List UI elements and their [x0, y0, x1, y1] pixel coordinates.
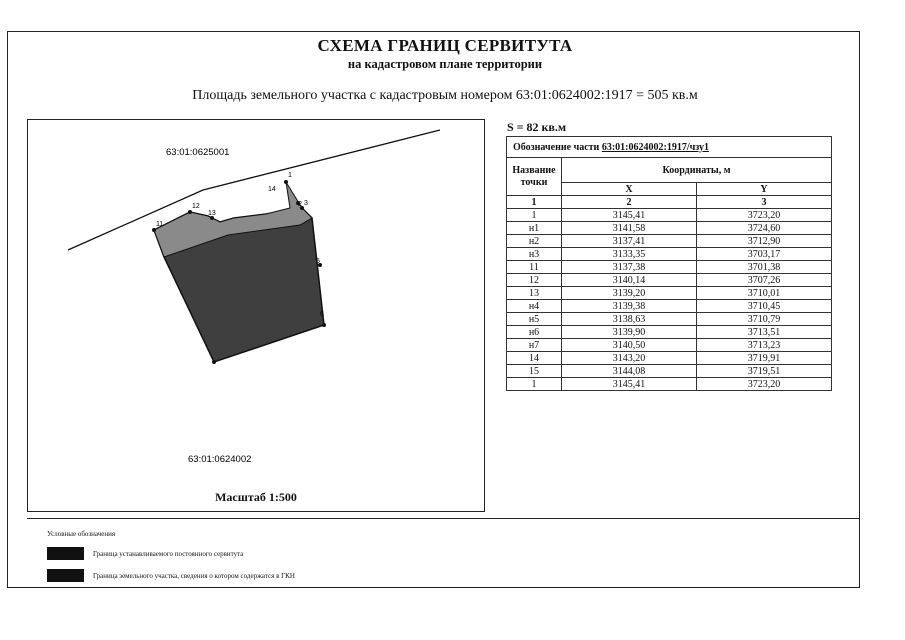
table-header-row [507, 158, 832, 183]
table-row [507, 287, 832, 300]
cell-name: н1 [507, 222, 562, 235]
point-label-12: 12 [192, 203, 200, 210]
cell-y: 3703,17 [696, 248, 831, 261]
point-label-1: 1 [288, 172, 292, 179]
cell-y: 3707,26 [696, 274, 831, 287]
scheme-title: СХЕМА ГРАНИЦ СЕРВИТУТА [317, 36, 573, 55]
cell-name: 1 [507, 209, 562, 222]
cell-x: 3137,38 [562, 261, 697, 274]
cell-y: 3701,38 [696, 261, 831, 274]
cell-y: 3710,01 [696, 287, 831, 300]
table-part-row [507, 137, 832, 158]
table-row [507, 365, 832, 378]
point-label-5: 5 [316, 258, 320, 265]
cell-y: 3712,90 [696, 235, 831, 248]
cell-x: 3137,41 [562, 235, 697, 248]
parcel-area-text: Площадь земельного участка с кадастровым номером 63:01:0624002:1917 = 505 кв.м [192, 88, 698, 103]
servitude-area: S = 82 кв.м [507, 120, 567, 134]
cell-name: 14 [507, 352, 562, 365]
table-row [507, 378, 832, 391]
table-row [507, 313, 832, 326]
cell-y: 3710,45 [696, 300, 831, 313]
cell-name: н6 [507, 326, 562, 339]
legend-text-parcel: Граница земельного участка, сведения о котором содержатся в ГКН [93, 572, 295, 580]
table-row [507, 339, 832, 352]
col-num-3: 3 [696, 196, 831, 209]
point-label-3: 3 [304, 200, 308, 207]
col-num-1: 1 [507, 196, 562, 209]
cell-name: н7 [507, 339, 562, 352]
cell-name: 11 [507, 261, 562, 274]
block-label-south: 63:01:0624002 [188, 454, 252, 465]
table-row [507, 235, 832, 248]
table-row [507, 274, 832, 287]
cell-name: н5 [507, 313, 562, 326]
cell-y: 3710,79 [696, 313, 831, 326]
legend-text-servitude: Граница устанавливаемого постоянного сервитута [93, 550, 244, 558]
col-header-y: Y [696, 183, 831, 196]
cell-x: 3141,58 [562, 222, 697, 235]
map-scale: Масштаб 1:500 [215, 490, 297, 504]
col-header-x: X [562, 183, 697, 196]
table-row [507, 248, 832, 261]
cell-x: 3144,08 [562, 365, 697, 378]
table-row [507, 352, 832, 365]
cell-name: 15 [507, 365, 562, 378]
legend-title: Условные обозначения [47, 530, 116, 538]
cell-x: 3139,90 [562, 326, 697, 339]
cell-y: 3713,23 [696, 339, 831, 352]
cell-x: 3140,50 [562, 339, 697, 352]
table-row [507, 222, 832, 235]
col-num-2: 2 [562, 196, 697, 209]
cell-name: 1 [507, 378, 562, 391]
cadastral-map [27, 119, 485, 512]
cell-x: 3140,14 [562, 274, 697, 287]
col-header-name: Название точки [507, 158, 562, 196]
map-drawing [28, 120, 484, 511]
col-header-coords: Координаты, м [562, 158, 832, 183]
table-row [507, 300, 832, 313]
table-row [507, 326, 832, 339]
cell-name: 13 [507, 287, 562, 300]
cell-y: 3713,51 [696, 326, 831, 339]
part-label: Обозначение части [513, 141, 600, 153]
table-colnum-row [507, 196, 832, 209]
cell-y: 3723,20 [696, 378, 831, 391]
table-row [507, 261, 832, 274]
point-label-14: 14 [268, 186, 276, 193]
cell-y: 3723,20 [696, 209, 831, 222]
part-designation-cell [507, 137, 832, 158]
point-label-2: 2 [298, 201, 302, 208]
legend [27, 518, 860, 587]
cell-name: н2 [507, 235, 562, 248]
cell-name: н4 [507, 300, 562, 313]
point-label-6: 6 [320, 311, 324, 318]
coordinates-table [506, 136, 832, 391]
cell-y: 3719,51 [696, 365, 831, 378]
point-label-11: 11 [156, 221, 164, 228]
cell-x: 3143,20 [562, 352, 697, 365]
cell-y: 3719,91 [696, 352, 831, 365]
scheme-subtitle: на кадастровом плане территории [347, 57, 543, 71]
cell-x: 3145,41 [562, 209, 697, 222]
cell-x: 3138,63 [562, 313, 697, 326]
legend-swatch-parcel [47, 569, 84, 582]
cell-x: 3139,20 [562, 287, 697, 300]
cell-x: 3145,41 [562, 378, 697, 391]
point-label-13: 13 [208, 210, 216, 217]
table-row [507, 209, 832, 222]
cell-x: 3133,35 [562, 248, 697, 261]
cell-name: н3 [507, 248, 562, 261]
part-number: 63:01:0624002:1917/чзу1 [601, 141, 710, 153]
block-label-north: 63:01:0625001 [166, 147, 230, 158]
legend-swatch-servitude [47, 547, 84, 560]
cell-y: 3724,60 [696, 222, 831, 235]
cell-name: 12 [507, 274, 562, 287]
cell-x: 3139,38 [562, 300, 697, 313]
